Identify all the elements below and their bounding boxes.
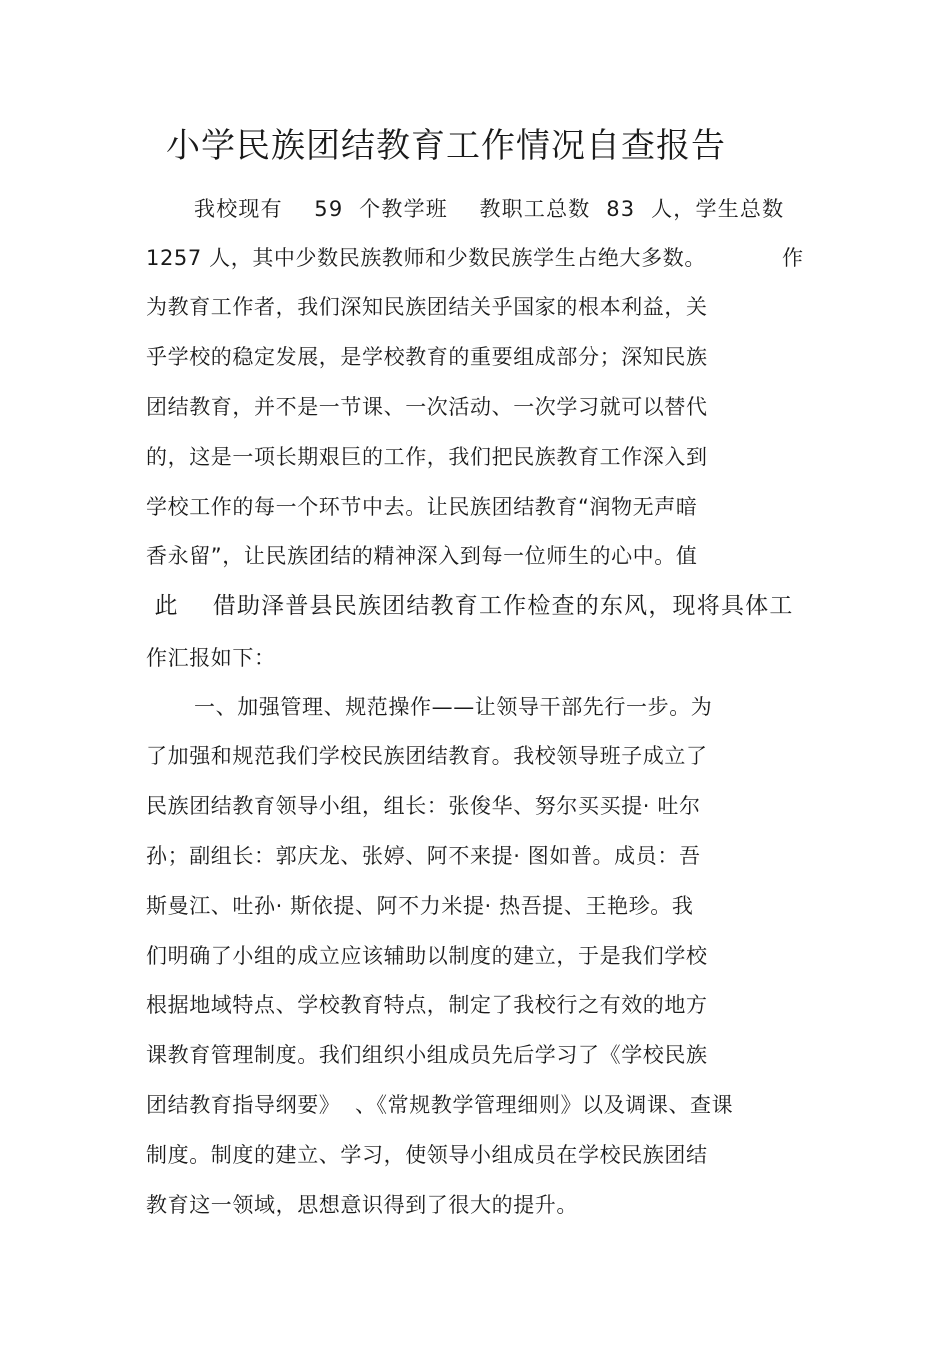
- paragraph-line: 学校工作的每一个环节中去。让民族团结教育“润物无声暗: [146, 495, 698, 519]
- paragraph-line: 为教育工作者，我们深知民族团结关乎国家的根本利益，关: [146, 295, 708, 319]
- paragraph-line: 作汇报如下：: [146, 646, 276, 670]
- paragraph-line: 制度。制度的建立、学习，使领导小组成员在学校民族团结: [146, 1143, 708, 1167]
- document-title: 小学民族团结教育工作情况自查报告: [166, 126, 726, 166]
- paragraph-line: 香永留”，让民族团结的精神深入到每一位师生的心中。值: [146, 544, 698, 568]
- paragraph-line: 乎学校的稳定发展，是学校教育的重要组成部分；深知民族: [146, 345, 708, 369]
- paragraph-line: 根据地域特点、学校教育特点，制定了我校行之有效的地方: [146, 993, 708, 1017]
- paragraph-line: 教育这一领域，思想意识得到了很大的提升。: [146, 1193, 578, 1217]
- paragraph-line: 此 借助泽普县民族团结教育工作检查的东风，现将具体工: [146, 593, 794, 619]
- paragraph-line: 一、加强管理、规范操作——让领导干部先行一步。为: [194, 695, 713, 719]
- paragraph-line: 课教育管理制度。我们组织小组成员先后学习了《学校民族: [146, 1043, 708, 1067]
- paragraph-line: 团结教育指导纲要》 、《常规教学管理细则》以及调课、查课: [146, 1093, 734, 1117]
- paragraph-line: 民族团结教育领导小组，组长：张俊华、努尔买买提· 吐尔: [146, 794, 701, 818]
- paragraph-line: 的，这是一项长期艰巨的工作，我们把民族教育工作深入到: [146, 445, 708, 469]
- paragraph-line: 作: [782, 246, 804, 270]
- paragraph-line: 1257 人，其中少数民族教师和少数民族学生占绝大多数。: [146, 246, 706, 270]
- paragraph-line: 斯曼江、吐孙· 斯依提、阿不力米提· 热吾提、王艳珍。我: [146, 894, 694, 918]
- paragraph-line: 团结教育，并不是一节课、一次活动、一次学习就可以替代: [146, 395, 708, 419]
- paragraph-line: 孙；副组长：郭庆龙、张婷、阿不来提· 图如普。成员：吾: [146, 844, 701, 868]
- paragraph-line: 了加强和规范我们学校民族团结教育。我校领导班子成立了: [146, 744, 708, 768]
- paragraph-line: 们明确了小组的成立应该辅助以制度的建立，于是我们学校: [146, 944, 708, 968]
- paragraph-line: 我校现有 59 个教学班 教职工总数 83 人，学生总数: [194, 197, 785, 221]
